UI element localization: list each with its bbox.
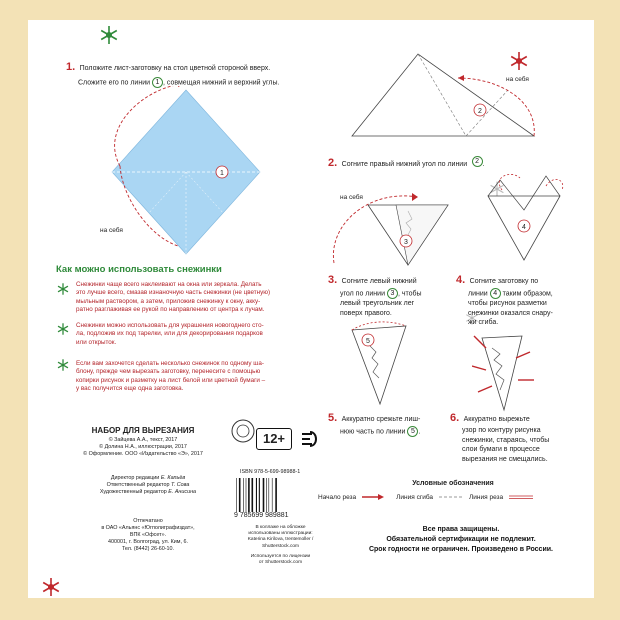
legend-cut-start: Начало реза <box>318 493 357 501</box>
snowflake-bullet-icon <box>56 322 70 336</box>
snowflake-icon-red <box>40 576 62 598</box>
barcode-bar <box>275 478 277 512</box>
barcode-bar <box>266 478 267 512</box>
svg-text:4: 4 <box>522 224 526 231</box>
line-number-badge: 3 <box>387 288 398 299</box>
blue-square-diagram <box>88 86 288 266</box>
snowflake-bullet-icon <box>56 358 70 372</box>
fold-direction-label: на себя <box>340 194 363 201</box>
imprint-block: НАБОР ДЛЯ ВЫРЕЗАНИЯ © Зайцева А.А., текст, 2017 © Долина Н.А., иллюстрации, 2017 © Оформление. ООО «Издательство «Э», 2017 <box>58 426 228 458</box>
isbn: ISBN 978-5-699-98988-1 <box>240 469 301 475</box>
cover-credits: В коллаже на обложке использованы иллюстрации: Katerina Kirilova, trentemoller / Shutterstock.com Используется по лицензии от Shutterstock.com <box>247 525 314 566</box>
step-text: Сложите его по линии <box>78 79 151 87</box>
step-number: 2. <box>328 157 338 169</box>
barcode-bar <box>248 478 250 512</box>
step-number: 3. <box>328 274 338 286</box>
barcode-digits: 9 785699 989881 <box>234 512 289 519</box>
certification-mark-icon <box>230 418 256 444</box>
line-number-badge: 1 <box>152 77 163 88</box>
barcode-bar <box>263 478 265 512</box>
barcode-bar <box>239 478 241 512</box>
imprint-title: НАБОР ДЛЯ ВЫРЕЗАНИЯ <box>91 426 195 435</box>
line-number-badge: 5 <box>407 426 418 437</box>
cut-line-icon <box>507 493 535 501</box>
step-2: 2. Согните правый нижний угол по линии 2 . <box>328 157 485 169</box>
instruction-page <box>28 20 594 598</box>
svg-text:5: 5 <box>366 338 370 345</box>
step-6: 6. Аккуратно вырежьте узор по контуру рисунка снежинки, стараясь, чтобы слои бумаги в процессе вырезания не смещались. <box>450 412 550 463</box>
svg-text:3: 3 <box>404 239 408 246</box>
step-3: 3. Согните левый нижний угол по линии 3 , чтобы левый треугольник лег поверх правого. <box>328 274 422 317</box>
step-4: 4. Согните заготовку по линии 4 таким образом, чтобы рисунок разметки снежинки оказался снару- жи сгиба. <box>456 274 553 326</box>
usage-heading: Как можно использовать снежинки <box>56 264 222 275</box>
rights-notice: Все права защищены. Обязательной сертификации не подлежит. Срок годности не ограничен. Произведено в России. <box>368 526 554 553</box>
line-number-badge: 4 <box>490 288 501 299</box>
fold-direction-label: на себя <box>506 76 529 83</box>
step-number: 6. <box>450 412 460 424</box>
barcode <box>234 478 314 514</box>
line-number-badge: 2 <box>472 156 483 167</box>
svg-text:2: 2 <box>478 108 482 115</box>
barcode-bar <box>246 478 247 512</box>
legend <box>318 480 588 501</box>
legend-fold: Линия сгиба <box>396 493 434 501</box>
step-text: , совмещая нижний и верхний углы. <box>162 79 280 87</box>
step-6-diagram <box>472 332 542 412</box>
barcode-bar <box>272 478 273 512</box>
fold-line-icon <box>437 493 465 501</box>
barcode-bar <box>243 478 244 512</box>
legend-cut: Линия реза <box>469 493 504 501</box>
legend-title: Условные обозначения <box>412 480 494 487</box>
barcode-bar <box>252 478 254 512</box>
barcode-bar <box>259 478 260 512</box>
step-5: 5. Аккуратно срежьте лиш- нюю часть по линии 5 . <box>328 412 421 436</box>
step-number: 4. <box>456 274 466 286</box>
step-text: Положите лист-заготовку на стол цветной стороной вверх. <box>79 65 271 72</box>
printed-by: Отпечатано в ОАО «Альянс «Югполиграфиздат», ВПК «Офсет». 400001, г. Волгоград, ул. Ким, 6. Тел. (8442) 26-60-10. <box>101 518 195 552</box>
fold-direction-label: на себя <box>100 227 123 234</box>
step-text: Согните правый нижний угол по линии <box>341 161 468 168</box>
age-rating-badge: 12+ <box>256 428 292 450</box>
snowflake-bullet-icon <box>56 282 70 296</box>
eac-mark-icon <box>298 428 320 450</box>
staff-list: Директор редакции Е. Капьёв Ответственный редактор Т. Сова Художественный редактор Е. Анисина <box>99 475 197 495</box>
barcode-bar <box>256 478 257 512</box>
usage-paragraph-3: Если вам захочется сделать несколько снежинок по одному ша- блону, прежде чем вырезать заготовку, перенесите с помощью копирки рисунок и разметку на лист белой или цветной бумаги – у вас получится еще одна заготовка. <box>76 360 266 392</box>
step-5-diagram <box>346 318 416 408</box>
usage-paragraph-2: Снежинки можно использовать для украшения новогоднего сто- ла, подложив их под тарелки, или для декорирования подарков или открыток. <box>76 322 264 346</box>
barcode-bar <box>269 478 270 512</box>
svg-text:1: 1 <box>220 170 224 177</box>
step-1 <box>66 57 366 88</box>
usage-paragraph-1: Снежинки чаще всего наклеивают на окна или зеркала. Делать это лучше всего, смазав изнаночную часть снежинки (не цветную) мыльным раствором, а затем, приложив снежинку к окну, акку- ратно разглаживая ее рукой по направлению от центра к лучам. <box>76 281 271 313</box>
step-number: 5. <box>328 412 338 424</box>
step-4-diagram <box>468 170 578 270</box>
step-3-diagram <box>328 175 458 275</box>
triangle-fold-diagram <box>348 50 548 150</box>
barcode-bar <box>236 478 237 512</box>
step-number: 1. <box>66 61 76 73</box>
cut-start-arrow-icon <box>360 493 386 501</box>
snowflake-icon-green <box>98 24 120 46</box>
